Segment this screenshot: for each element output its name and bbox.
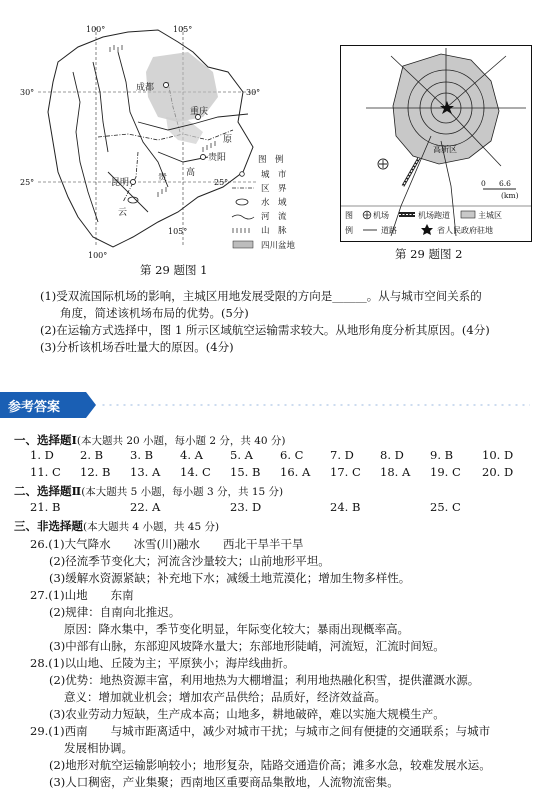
answer-item: 12. B — [80, 465, 111, 479]
legend2-runway: 机场跑道 — [418, 211, 450, 220]
answer-item: 10. D — [482, 448, 514, 462]
answer-item: 11. C — [30, 465, 61, 479]
figure1-caption: 第 29 题图 1 — [140, 263, 208, 277]
scale-value: 6.6 — [499, 179, 511, 188]
answer-29-3: (3)人口稠密，产业集聚；西南地区重要商品集散地，人流物流密集。 — [49, 775, 399, 789]
answer-item: 13. A — [130, 465, 161, 479]
label-gao: 高 — [186, 168, 196, 178]
figure2-map — [340, 45, 532, 242]
answer-29-1-cont: 发展相协调。 — [64, 741, 133, 755]
answer-item: 8. D — [380, 448, 404, 462]
answer-item: 16. A — [280, 465, 311, 479]
section2-heading — [14, 483, 283, 500]
section1-note: (本大题共 20 小题，每小题 2 分，共 40 分) — [76, 435, 286, 447]
answer-item: 21. B — [30, 500, 61, 514]
section2-title: 二、选择题Ⅱ — [14, 484, 82, 498]
lat30-right: 30° — [246, 88, 261, 97]
legend-title: 图 例 — [258, 155, 284, 165]
answer-item: 24. B — [330, 500, 361, 514]
section3-title: 三、非选择题 — [14, 519, 83, 533]
answer-item: 1. D — [30, 448, 54, 462]
lon105-top: 105° — [173, 25, 193, 34]
answer-item: 9. B — [430, 448, 454, 462]
answer-26-2: (2)径流季节变化大；河流含沙量较大；山前地形平坦。 — [49, 554, 330, 568]
answer-27-2: (2)规律：自南向北推迟。 — [49, 605, 181, 619]
answers-banner — [0, 392, 539, 418]
answer-27-2-reason: 原因：降水集中，季节变化明显，年际变化较大；暴雨出现概率高。 — [64, 622, 409, 636]
answer-27-1: 27.(1)山地 东南 — [30, 588, 134, 602]
answers-banner-label: 参考答案 — [8, 400, 61, 415]
section1-title: 一、选择题Ⅰ — [14, 433, 77, 447]
answer-item: 5. A — [230, 448, 253, 462]
label-kunming: 昆明 — [111, 178, 130, 188]
figure1-map — [18, 22, 318, 262]
answer-item: 23. D — [230, 500, 262, 514]
section2-note: (本大题共 5 小题，每小题 3 分，共 15 分) — [81, 486, 284, 498]
legend-water: 水 域 — [261, 198, 287, 208]
section1-heading — [14, 432, 286, 449]
question-2: (2)在运输方式选择中，图 1 所示区域航空运输需求较大。从地形角度分析其原因。(4分) — [40, 323, 490, 337]
answer-28-3: (3)农业劳动力短缺，生产成本高；山地多，耕地破碎，难以实施大规模生产。 — [49, 707, 445, 721]
answer-item: 6. C — [280, 448, 304, 462]
answer-item: 7. D — [330, 448, 354, 462]
question-3: (3)分析该机场吞吐量大的原因。(4分) — [40, 340, 234, 354]
lat30-left: 30° — [20, 88, 35, 97]
question-1-line1: (1)受双流国际机场的影响，主城区用地发展受限的方向是______。从与城市空间关系的 — [40, 289, 482, 303]
answer-item: 15. B — [230, 465, 261, 479]
answer-27-3: (3)中部有山脉，东部迎风坡降水量大；东部地形陡峭，河流短，汇流时间短。 — [49, 639, 445, 653]
label-chongqing: 重庆 — [190, 107, 209, 117]
legend2-head2: 例 — [345, 226, 353, 235]
answer-item: 20. D — [482, 465, 514, 479]
answer-item: 22. A — [130, 500, 161, 514]
legend-boundary: 区 界 — [261, 184, 287, 194]
scale-unit: (km) — [501, 191, 519, 200]
legend2-airport: 机场 — [373, 211, 389, 220]
city-chengdu-marker — [164, 83, 169, 88]
label-chengdu: 成都 — [136, 83, 155, 93]
legend-mountain: 山 脉 — [261, 226, 287, 236]
lat25-left: 25° — [20, 178, 35, 187]
answer-28-2-meaning: 意义：增加就业机会；增加农产品供给；品质好，经济效益高。 — [64, 690, 386, 704]
answer-28-2: (2)优势：地热资源丰富，利用地热为大棚增温；利用地热融化积雪，提供灌溉水源。 — [49, 673, 480, 687]
legend2-head: 图 — [345, 211, 353, 220]
section3-heading — [14, 518, 219, 535]
answer-item: 25. C — [430, 500, 461, 514]
answer-item: 19. C — [430, 465, 461, 479]
figure2-caption: 第 29 题图 2 — [395, 247, 463, 261]
scale-zero: 0 — [481, 179, 486, 188]
answer-26-1: 26.(1)大气降水 冰雪(川)融水 西北干旱半干旱 — [30, 537, 304, 551]
legend2-road: 道路 — [381, 226, 397, 235]
legend2-govt: 省人民政府驻地 — [437, 226, 493, 235]
section3-note: (本大题共 4 小题，共 45 分) — [83, 521, 220, 533]
legend-basin: 四川盆地 — [261, 241, 296, 251]
answer-item: 2. B — [80, 448, 104, 462]
answer-26-3: (3)缓解水资源紧缺；补充地下水；减缓土地荒漠化；增加生物多样性。 — [49, 571, 411, 585]
answer-item: 18. A — [380, 465, 411, 479]
legend-city: 城 市 — [261, 170, 287, 180]
answer-28-1: 28.(1)以山地、丘陵为主；平原狭小；海岸线曲折。 — [30, 656, 295, 670]
lat25-right: 25° — [214, 178, 229, 187]
city-kunming-marker — [131, 180, 136, 185]
label-yun: 云 — [118, 208, 128, 218]
label-yuan: 原 — [223, 135, 233, 145]
label-gui: 贵 — [158, 173, 168, 183]
answer-item: 4. A — [180, 448, 203, 462]
lon100-bottom: 100° — [88, 251, 108, 260]
legend-river: 河 流 — [261, 212, 287, 222]
answer-29-1: 29.(1)西南 与城市距离适中，减少对城市干扰；与城市之间有便捷的交通联系；与城市 — [30, 724, 491, 738]
district-label: 高新区 — [433, 145, 457, 154]
lon100-top: 100° — [86, 25, 106, 34]
answer-item: 14. C — [180, 465, 211, 479]
lon105-bottom: 105° — [168, 227, 188, 236]
city-guiyang-marker — [201, 155, 206, 160]
answer-item: 17. C — [330, 465, 361, 479]
answer-29-2: (2)地形对航空运输影响较小；地形复杂，陆路交通造价高；滩多水急，较难发展水运。 — [49, 758, 491, 772]
legend2-urban: 主城区 — [478, 211, 502, 220]
label-guiyang: 贵阳 — [208, 153, 227, 163]
answer-item: 3. B — [130, 448, 154, 462]
question-1-line2: 角度，简述该机场布局的优势。(5分) — [60, 306, 249, 320]
